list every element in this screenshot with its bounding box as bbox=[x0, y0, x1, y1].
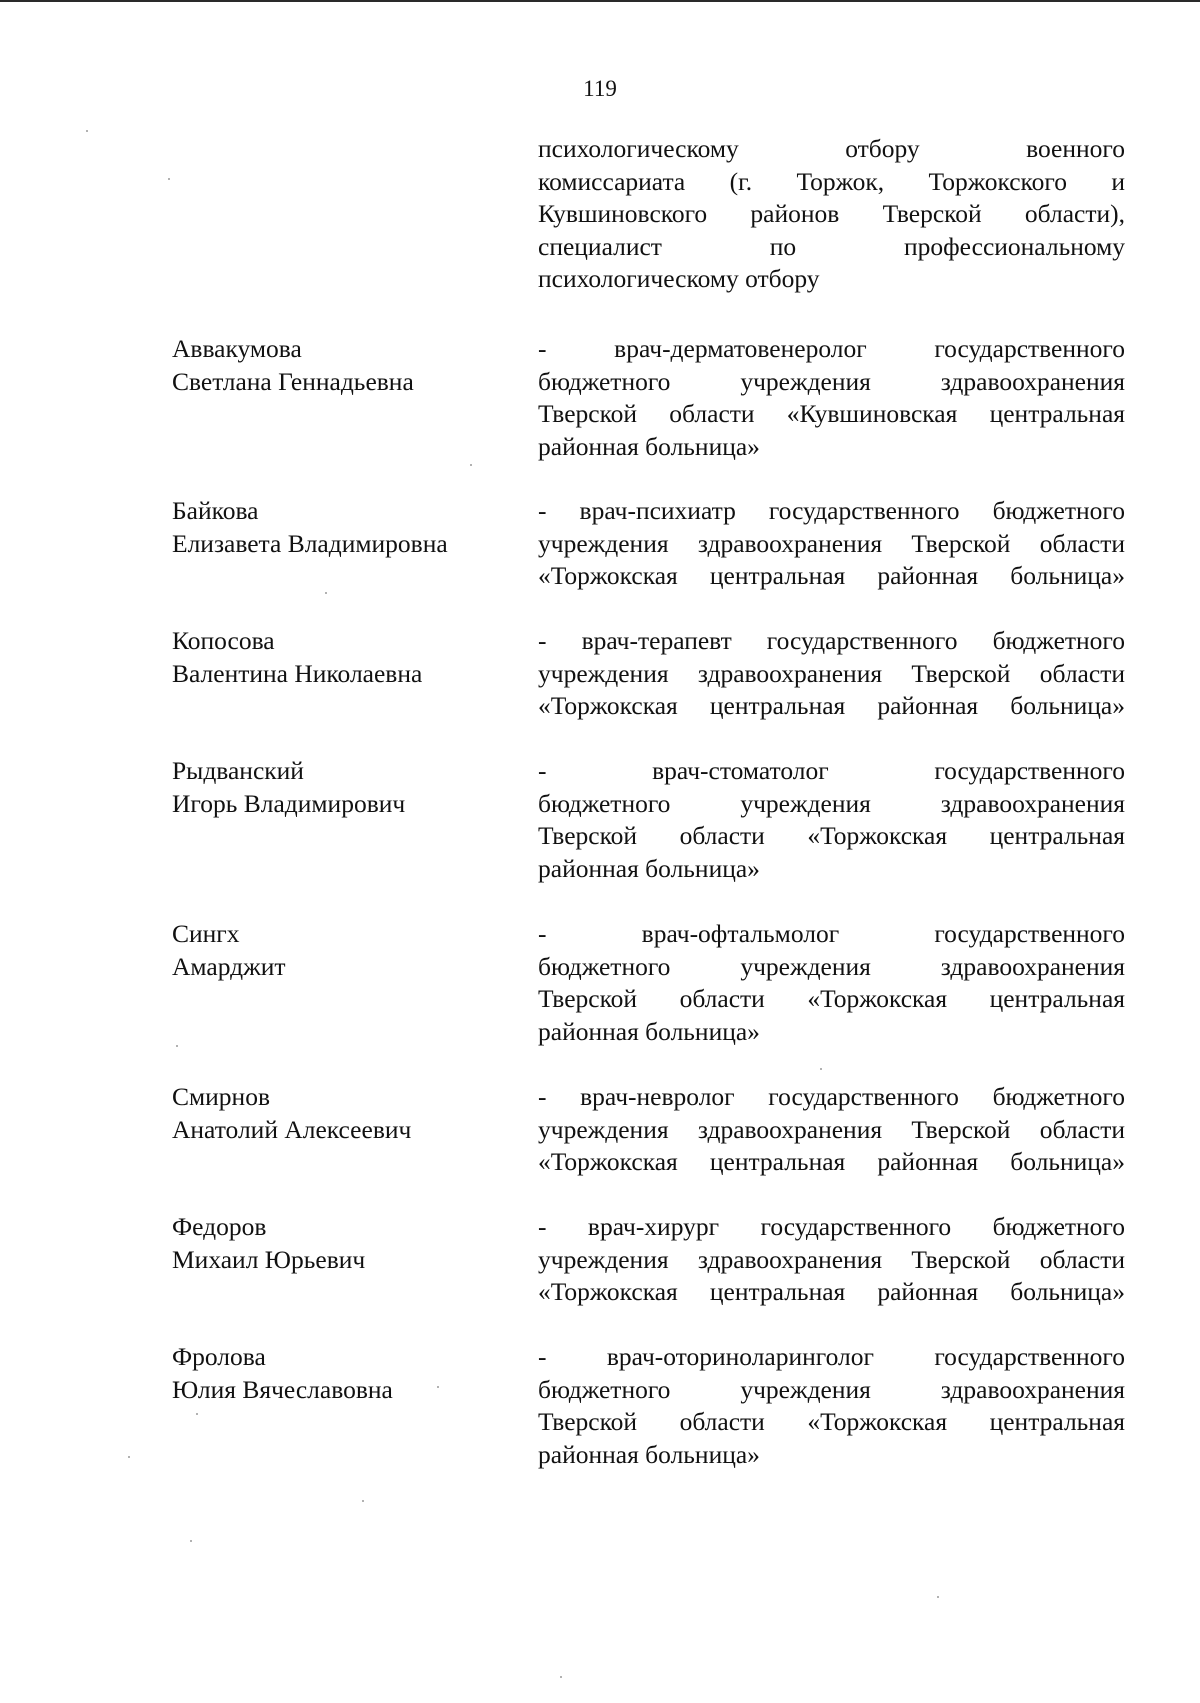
member-name bbox=[172, 918, 512, 983]
member-position bbox=[538, 333, 1125, 463]
position-line: учреждения здравоохранения Тверской области bbox=[538, 658, 1125, 688]
position-line: «Торжокская центральная районная больница» bbox=[538, 691, 1125, 721]
position-line: бюджетного учреждения здравоохранения bbox=[538, 366, 1125, 396]
member-surname: Сингх bbox=[172, 919, 240, 948]
page-number: 119 bbox=[583, 76, 617, 101]
position-line: - врач-хирург государственного бюджетного bbox=[538, 1212, 1125, 1241]
position-line: - врач-терапевт государственного бюджетного bbox=[538, 626, 1125, 655]
position-line: «Торжокская центральная районная больница» bbox=[538, 561, 1125, 591]
position-line: районная больница» bbox=[538, 431, 760, 461]
position-line: - врач-психиатр государственного бюджетного bbox=[538, 496, 1125, 525]
position-line: бюджетного учреждения здравоохранения bbox=[538, 788, 1125, 818]
member-given-names: Юлия Вячеславовна bbox=[172, 1374, 393, 1404]
position-line: - врач-офтальмолог государственного bbox=[538, 919, 1125, 948]
member-surname: Рыдванский bbox=[172, 756, 304, 785]
intro-line: психологическому отбору военного bbox=[538, 134, 1125, 163]
position-line: учреждения здравоохранения Тверской области bbox=[538, 1244, 1125, 1274]
member-given-names: Михаил Юрьевич bbox=[172, 1244, 366, 1274]
member-surname: Копосова bbox=[172, 626, 275, 655]
scan-speck bbox=[437, 1386, 439, 1388]
position-line: Тверской области «Торжокская центральная bbox=[538, 984, 1125, 1014]
position-line: бюджетного учреждения здравоохранения bbox=[538, 1374, 1125, 1404]
position-line: «Торжокская центральная районная больница» bbox=[538, 1277, 1125, 1307]
member-surname: Аввакумова bbox=[172, 334, 302, 363]
scan-speck bbox=[190, 1540, 192, 1542]
member-given-names: Светлана Геннадьевна bbox=[172, 366, 414, 396]
member-name bbox=[172, 625, 512, 690]
member-given-names: Амарджит bbox=[172, 951, 286, 981]
position-line: учреждения здравоохранения Тверской области bbox=[538, 1114, 1125, 1144]
member-given-names: Игорь Владимирович bbox=[172, 788, 406, 818]
member-given-names: Валентина Николаевна bbox=[172, 658, 423, 688]
member-name bbox=[172, 755, 512, 820]
scan-speck bbox=[128, 1456, 130, 1458]
member-position bbox=[538, 1081, 1125, 1179]
member-name bbox=[172, 1081, 512, 1146]
member-name bbox=[172, 495, 512, 560]
member-surname: Фролова bbox=[172, 1342, 266, 1371]
scan-speck bbox=[470, 464, 472, 466]
scan-speck bbox=[176, 1045, 178, 1047]
member-position bbox=[538, 755, 1125, 885]
scan-speck bbox=[560, 1676, 562, 1678]
scan-speck bbox=[168, 178, 170, 180]
member-name bbox=[172, 1341, 512, 1406]
member-given-names: Анатолий Алексеевич bbox=[172, 1114, 412, 1144]
member-surname: Смирнов bbox=[172, 1082, 270, 1111]
position-line: районная больница» bbox=[538, 1439, 760, 1469]
scan-top-edge bbox=[0, 0, 1200, 2]
intro-line: комиссариата (г. Торжок, Торжокского и bbox=[538, 166, 1125, 196]
member-position bbox=[538, 1341, 1125, 1471]
scan-speck bbox=[362, 1500, 364, 1502]
member-surname: Федоров bbox=[172, 1212, 267, 1241]
member-given-names: Елизавета Владимировна bbox=[172, 528, 448, 558]
member-position bbox=[538, 1211, 1125, 1309]
position-line: районная больница» bbox=[538, 1016, 760, 1046]
intro-continuation bbox=[538, 133, 1125, 296]
position-line: «Торжокская центральная районная больница» bbox=[538, 1147, 1125, 1177]
member-position bbox=[538, 495, 1125, 593]
member-position bbox=[538, 918, 1125, 1048]
position-line: районная больница» bbox=[538, 853, 760, 883]
scan-speck bbox=[196, 1413, 198, 1415]
intro-line: специалист по профессиональному bbox=[538, 231, 1125, 261]
member-surname: Байкова bbox=[172, 496, 259, 525]
intro-line: психологическому отбору bbox=[538, 264, 820, 294]
position-line: бюджетного учреждения здравоохранения bbox=[538, 951, 1125, 981]
member-name bbox=[172, 333, 512, 398]
member-position bbox=[538, 625, 1125, 723]
member-name bbox=[172, 1211, 512, 1276]
intro-line: Кувшиновского районов Тверской области), bbox=[538, 199, 1125, 229]
position-line: учреждения здравоохранения Тверской области bbox=[538, 528, 1125, 558]
scan-speck bbox=[937, 1596, 939, 1598]
position-line: Тверской области «Торжокская центральная bbox=[538, 821, 1125, 851]
position-line: - врач-невролог государственного бюджетного bbox=[538, 1082, 1125, 1111]
scan-speck bbox=[325, 592, 327, 594]
scan-speck bbox=[86, 130, 88, 132]
position-line: - врач-стоматолог государственного bbox=[538, 756, 1125, 785]
position-line: Тверской области «Кувшиновская центральная bbox=[538, 399, 1125, 429]
position-line: - врач-дерматовенеролог государственного bbox=[538, 334, 1125, 363]
position-line: Тверской области «Торжокская центральная bbox=[538, 1407, 1125, 1437]
scan-speck bbox=[820, 1068, 822, 1070]
position-line: - врач-оториноларинголог государственного bbox=[538, 1342, 1125, 1371]
